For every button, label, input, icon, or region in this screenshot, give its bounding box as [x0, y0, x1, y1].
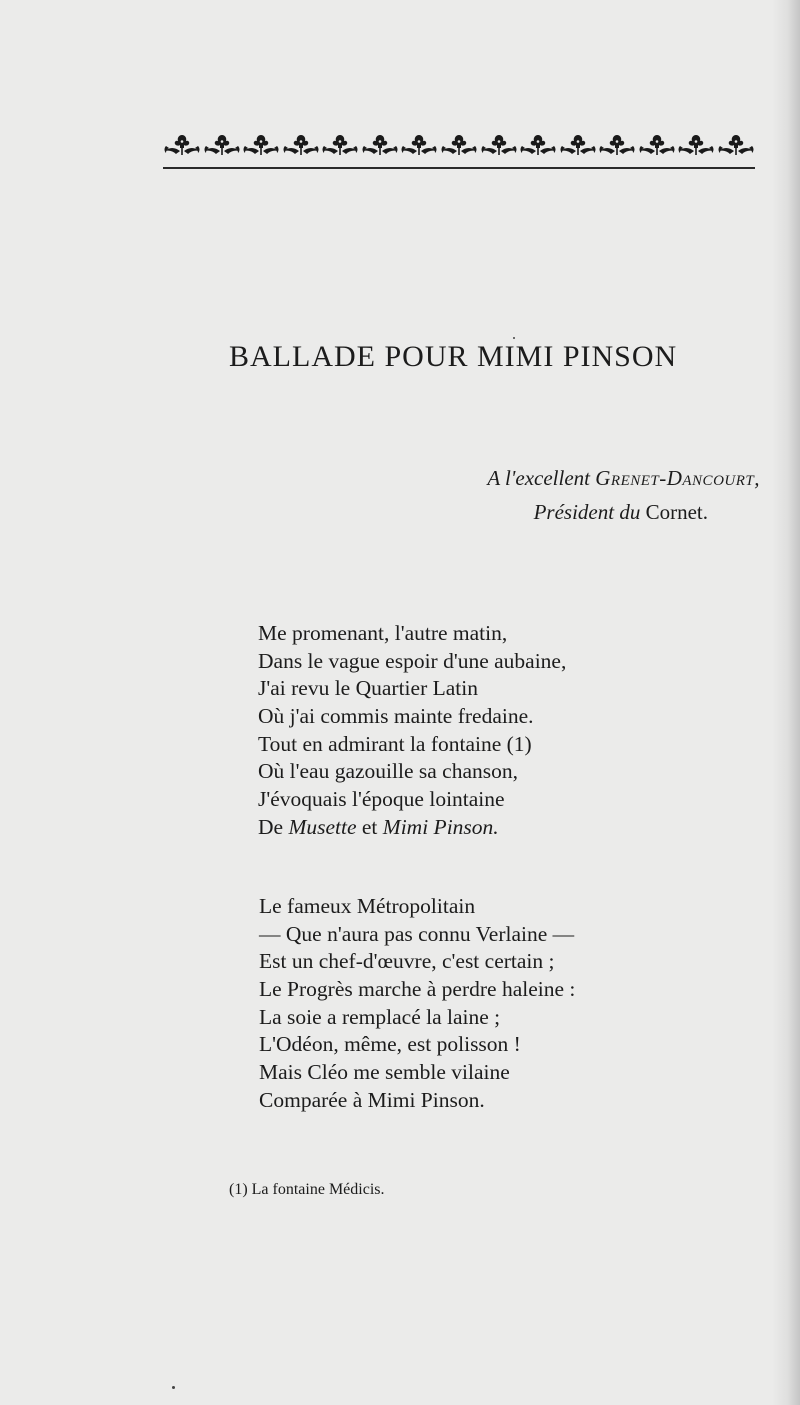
dedication-cornet: Cornet.: [645, 500, 708, 524]
verse-line: Tout en admirant la fontaine (1): [258, 731, 532, 756]
verse-line: Mais Cléo me semble vilaine: [259, 1060, 510, 1085]
verse-line: Est un chef-d'œuvre, c'est certain ;: [259, 949, 555, 974]
verse-line: J'ai revu le Quartier Latin: [258, 676, 478, 701]
verse-word: et: [361, 814, 378, 839]
verse-word: De: [258, 814, 284, 839]
floral-fleuron-icon: [677, 132, 715, 158]
dedication-title: Président du: [533, 500, 641, 524]
verse-line: Comparée à Mimi Pinson.: [259, 1087, 485, 1112]
floral-fleuron-icon: [559, 132, 597, 158]
floral-fleuron-icon: [321, 132, 359, 158]
floral-fleuron-icon: [282, 132, 320, 158]
floral-fleuron-icon: [519, 132, 557, 158]
dedication-prefix: A l'excellent: [487, 466, 590, 490]
floral-fleuron-icon: [361, 132, 399, 158]
verse-line: Où j'ai commis mainte fredaine.: [258, 704, 534, 729]
verse-line: L'Odéon, même, est polisson !: [259, 1032, 521, 1057]
verse-line: Me promenant, l'autre matin,: [258, 621, 508, 645]
dedication-name: Grenet-Dancourt,: [595, 466, 760, 490]
floral-fleuron-icon: [717, 132, 755, 158]
floral-fleuron-icon: [440, 132, 478, 158]
floral-fleuron-icon: [638, 132, 676, 158]
verse-line: Où l'eau gazouille sa chanson,: [258, 759, 518, 784]
floral-fleuron-icon: [480, 132, 518, 158]
floral-fleuron-icon: [163, 132, 201, 158]
verse-line-last: [258, 814, 566, 842]
verse-italic-musette: Musette: [288, 814, 357, 839]
header-rule: [163, 167, 755, 169]
verse-line: La soie a remplacé la laine ;: [259, 1004, 501, 1029]
dedication-line-2: [534, 500, 708, 525]
verse-line: Le Progrès marche à perdre haleine :: [259, 977, 576, 1002]
floral-fleuron-icon: [598, 132, 636, 158]
dedication-line-1: [487, 466, 760, 491]
print-speck: [513, 337, 515, 339]
stanza-1: [258, 620, 566, 842]
print-speck: [172, 1386, 175, 1389]
verse-italic-mimi: Mimi Pinson.: [382, 814, 499, 839]
header-ornament-band: [163, 128, 755, 162]
floral-fleuron-icon: [400, 132, 438, 158]
footnote: (1) La fontaine Médicis.: [229, 1181, 385, 1198]
verse-line: Dans le vague espoir d'une aubaine,: [258, 648, 567, 673]
floral-fleuron-icon: [203, 132, 241, 158]
verse-line: — Que n'aura pas connu Verlaine —: [259, 921, 575, 946]
page-edge-shadow: [772, 0, 800, 1405]
verse-line: J'évoquais l'époque lointaine: [258, 787, 505, 812]
verse-line: Le fameux Métropolitain: [259, 894, 476, 918]
poem-title: BALLADE POUR MIMI PINSON: [229, 340, 678, 373]
floral-fleuron-icon: [242, 132, 280, 158]
stanza-2: [259, 893, 575, 1115]
